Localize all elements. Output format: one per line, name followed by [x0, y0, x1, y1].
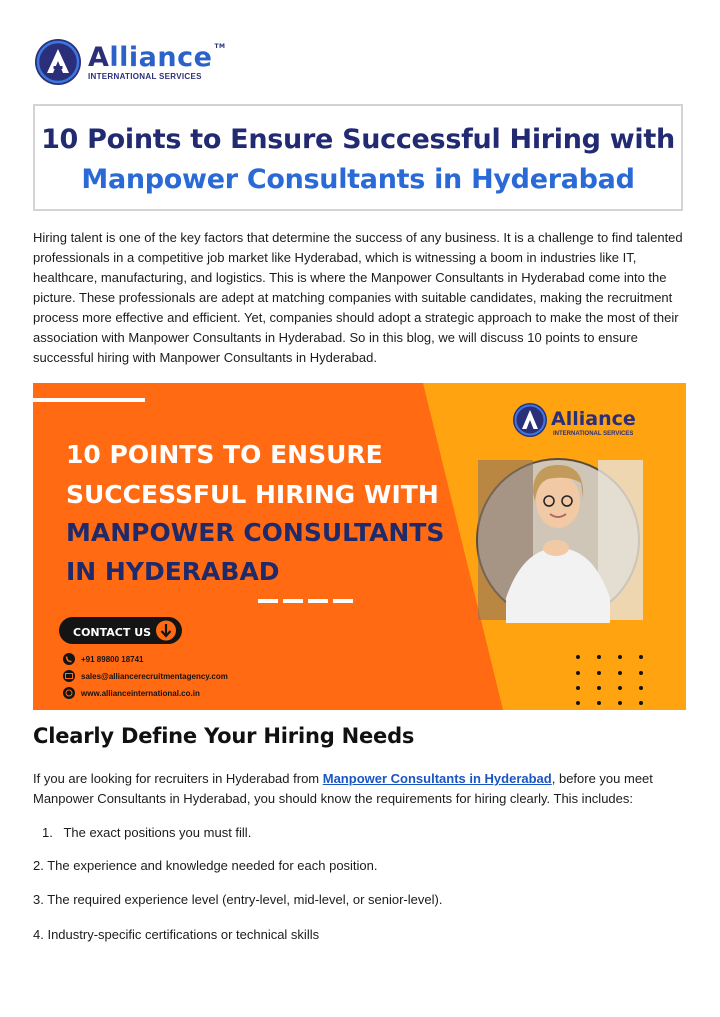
list-item: 4. Industry-specific certifications or technical skills [33, 927, 320, 942]
contact-us-button[interactable] [59, 617, 182, 644]
banner-heading-line2: SUCCESSFUL HIRING WITH [66, 480, 439, 509]
alliance-logo-icon [34, 38, 82, 86]
title-box [33, 104, 683, 211]
consultant-portrait [476, 458, 643, 623]
company-logo[interactable] [34, 38, 226, 86]
list-item: 3. The required experience level (entry-level, mid-level, or senior-level). [33, 892, 443, 907]
section-heading: Clearly Define Your Hiring Needs [33, 724, 415, 748]
section-paragraph: If you are looking for recruiters in Hyderabad from Manpower Consultants in Hyderabad, before you meet Manpower Consultants in Hyderabad, you should know the requirements for hiring clearly. This includes: [33, 771, 653, 806]
manpower-consultants-link[interactable]: Manpower Consultants in Hyderabad [322, 771, 552, 786]
banner-heading-line1: 10 POINTS TO ENSURE [66, 440, 383, 469]
banner-heading-line3: MANPOWER CONSULTANTS [66, 518, 445, 547]
trademark-mark: TM [214, 42, 226, 50]
contact-email [63, 670, 228, 682]
svg-text:INTERNATIONAL SERVICES: INTERNATIONAL SERVICES [553, 431, 634, 437]
svg-text:Alliance: Alliance [551, 408, 636, 430]
banner-logo [513, 403, 636, 437]
banner-accent-line [33, 398, 145, 402]
list-item: 1. The exact positions you must fill. [42, 825, 252, 840]
svg-text:CONTACT US: CONTACT US [73, 626, 152, 639]
svg-text:+91 89800 18741: +91 89800 18741 [81, 655, 144, 664]
list-item: 2. The experience and knowledge needed for each position. [33, 858, 378, 873]
logo-wordmark: Alliance ™ [88, 41, 226, 73]
hero-banner [33, 383, 686, 710]
svg-text:www.allianceinternational.co.i: www.allianceinternational.co.in [81, 689, 200, 698]
page-title-line1: 10 Points to Ensure Successful Hiring with [41, 124, 675, 155]
svg-text:sales@alliancerecruitmentagenc: sales@alliancerecruitmentagency.com [81, 672, 228, 681]
intro-paragraph: Hiring talent is one of the key factors that determine the success of any business. It is a challenge to find talented professionals in a competitive job market like Hyderabad, which is witnessing a boom in industries like IT, healthcare, manufacturing, and logistics. This is where the Manpower Consultants in Hyderabad come into the picture. These professionals are adept at matching companies with suitable candidates, making the recruitment process more effective and efficient. Yet, companies should adopt a strategic approach to make the most of their association with Manpower Consultants in Hyderabad. So in this blog, we will discuss 10 points to ensure successful hiring with Manpower Consultants in Hyderabad. [33, 230, 683, 365]
page-title-line2: Manpower Consultants in Hyderabad [81, 164, 635, 195]
logo-subtitle: INTERNATIONAL SERVICES [88, 71, 202, 81]
contact-website [63, 687, 200, 699]
banner-heading-line4: IN HYDERABAD [66, 557, 280, 586]
